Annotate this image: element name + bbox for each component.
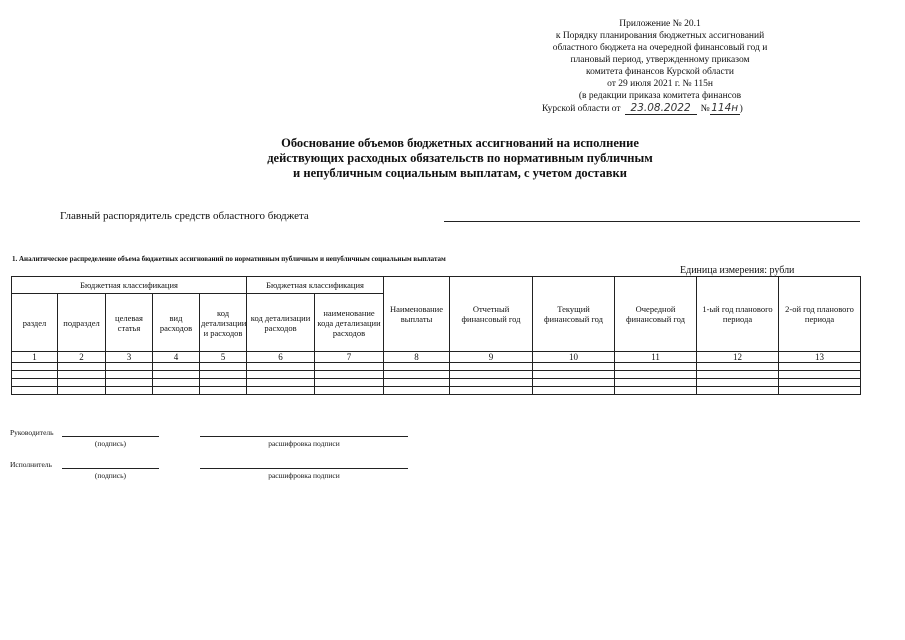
head-signature-line[interactable] (62, 436, 159, 437)
table-cell[interactable] (106, 371, 153, 379)
table-cell[interactable] (384, 379, 450, 387)
table-cell[interactable] (533, 387, 615, 395)
col-header-detail-code-2: код детализации расходов (247, 294, 315, 352)
table-cell[interactable] (615, 387, 697, 395)
table-cell[interactable] (779, 363, 861, 371)
table-row (12, 363, 861, 371)
table-cell[interactable] (533, 363, 615, 371)
table-cell[interactable] (384, 371, 450, 379)
table-cell[interactable] (315, 387, 384, 395)
document-title (200, 136, 720, 181)
table-cell[interactable] (153, 387, 200, 395)
approval-line: плановый период, утвержденному приказом (570, 55, 750, 65)
table-cell[interactable] (200, 371, 247, 379)
executor-sign-caption: (подпись) (94, 471, 127, 480)
approval-block (520, 18, 800, 115)
table-cell[interactable] (450, 379, 533, 387)
table-cell[interactable] (200, 379, 247, 387)
budget-classification-header: Бюджетная классификация (12, 277, 247, 294)
table-cell[interactable] (450, 363, 533, 371)
table-cell[interactable] (106, 387, 153, 395)
approval-line: областного бюджета на очередной финансовый год и (552, 43, 768, 53)
column-number: 7 (315, 352, 384, 363)
approval-line: Приложение № 20.1 (619, 19, 701, 29)
table-cell[interactable] (153, 363, 200, 371)
table-cell[interactable] (697, 371, 779, 379)
table-cell[interactable] (58, 363, 106, 371)
table-cell[interactable] (247, 379, 315, 387)
table-cell[interactable] (697, 387, 779, 395)
column-number: 9 (450, 352, 533, 363)
allocation-table (11, 276, 861, 395)
col-header-current-year: Текущий финансовый год (533, 277, 615, 352)
head-decode-caption: расшифровка подписи (268, 439, 340, 448)
table-cell[interactable] (247, 371, 315, 379)
approval-line: от 29 июля 2021 г. № 115н (607, 79, 713, 89)
col-header-expense-type: вид расходов (153, 294, 200, 352)
main-manager-field[interactable] (444, 211, 860, 222)
table-cell[interactable] (533, 379, 615, 387)
table-cell[interactable] (315, 379, 384, 387)
table-cell[interactable] (533, 371, 615, 379)
col-header-target-article: целевая статья (106, 294, 153, 352)
title-line: и непубличным социальным выплатам, с учетом доставки (293, 166, 627, 180)
column-number: 13 (779, 352, 861, 363)
table-cell[interactable] (615, 379, 697, 387)
table-cell[interactable] (153, 379, 200, 387)
table-cell[interactable] (779, 387, 861, 395)
table-cell[interactable] (58, 387, 106, 395)
column-number: 6 (247, 352, 315, 363)
table-row (12, 371, 861, 379)
title-line: Обоснование объемов бюджетных ассигнований на исполнение (281, 136, 639, 150)
col-header-detail-code-name: наименование кода детализации расходов (315, 294, 384, 352)
approval-line: (в редакции приказа комитета финансов (578, 91, 742, 101)
table-cell[interactable] (153, 371, 200, 379)
approval-close-paren: ) (739, 104, 743, 114)
executor-signature-line[interactable] (62, 468, 159, 469)
table-cell[interactable] (106, 363, 153, 371)
table-row (12, 379, 861, 387)
column-number: 1 (12, 352, 58, 363)
table-cell[interactable] (315, 371, 384, 379)
column-number: 3 (106, 352, 153, 363)
title-line: действующих расходных обязательств по нормативным публичным (267, 151, 653, 165)
table-cell[interactable] (697, 379, 779, 387)
executor-decode-line[interactable] (200, 468, 408, 469)
head-decode-line[interactable] (200, 436, 408, 437)
head-sign-caption: (подпись) (94, 439, 127, 448)
table-cell[interactable] (12, 371, 58, 379)
col-header-payment-name: Наименование выплаты (384, 277, 450, 352)
handwritten-number: 114н (711, 102, 739, 114)
approval-date-row (520, 102, 800, 115)
column-number: 5 (200, 352, 247, 363)
col-header-detail-code: код детализации и расходов (200, 294, 247, 352)
column-number-row (12, 352, 861, 363)
table-cell[interactable] (12, 363, 58, 371)
executor-decode-caption: расшифровка подписи (268, 471, 340, 480)
head-label: Руководитель (10, 428, 54, 437)
table-cell[interactable] (384, 363, 450, 371)
main-manager-row (60, 210, 860, 222)
table-cell[interactable] (247, 387, 315, 395)
col-header-reporting-year: Отчетный финансовый год (450, 277, 533, 352)
table-cell[interactable] (12, 379, 58, 387)
column-number: 8 (384, 352, 450, 363)
approval-number-label: № (700, 104, 710, 114)
table-cell[interactable] (200, 387, 247, 395)
table-cell[interactable] (697, 363, 779, 371)
column-number: 10 (533, 352, 615, 363)
table-cell[interactable] (779, 379, 861, 387)
table-cell[interactable] (106, 379, 153, 387)
col-header-next-year: Очередной финансовый год (615, 277, 697, 352)
table-cell[interactable] (58, 371, 106, 379)
table-cell[interactable] (615, 363, 697, 371)
table-cell[interactable] (450, 387, 533, 395)
col-header-plan-year-2: 2-ой год планового периода (779, 277, 861, 352)
table-cell[interactable] (384, 387, 450, 395)
column-number: 12 (697, 352, 779, 363)
approval-date-prefix: Курской области от (542, 104, 621, 114)
table-cell[interactable] (615, 371, 697, 379)
table-cell[interactable] (450, 371, 533, 379)
column-number: 11 (615, 352, 697, 363)
col-header-plan-year-1: 1-ый год планового периода (697, 277, 779, 352)
handwritten-date: 23.08.2022 (625, 102, 697, 115)
executor-label: Исполнитель (10, 460, 52, 469)
budget-classification-header-2: Бюджетная классификация (247, 277, 384, 294)
main-manager-label: Главный распорядитель средств областного бюджета (60, 210, 309, 222)
approval-line: комитета финансов Курской области (586, 67, 734, 77)
table-cell[interactable] (315, 363, 384, 371)
units-label: Единица измерения: рубли (680, 265, 795, 276)
table-cell[interactable] (58, 379, 106, 387)
table-cell[interactable] (12, 387, 58, 395)
approval-line: к Порядку планирования бюджетных ассигнований (555, 31, 765, 41)
col-header-subsection: подраздел (58, 294, 106, 352)
table-cell[interactable] (247, 363, 315, 371)
section-heading: 1. Аналитическое распределение объема бюджетных ассигнований по нормативным публичным и непубличным социальным выплатам (12, 255, 446, 263)
column-number: 2 (58, 352, 106, 363)
table-row (12, 387, 861, 395)
column-number: 4 (153, 352, 200, 363)
table-cell[interactable] (200, 363, 247, 371)
col-header-section: раздел (12, 294, 58, 352)
table-cell[interactable] (779, 371, 861, 379)
